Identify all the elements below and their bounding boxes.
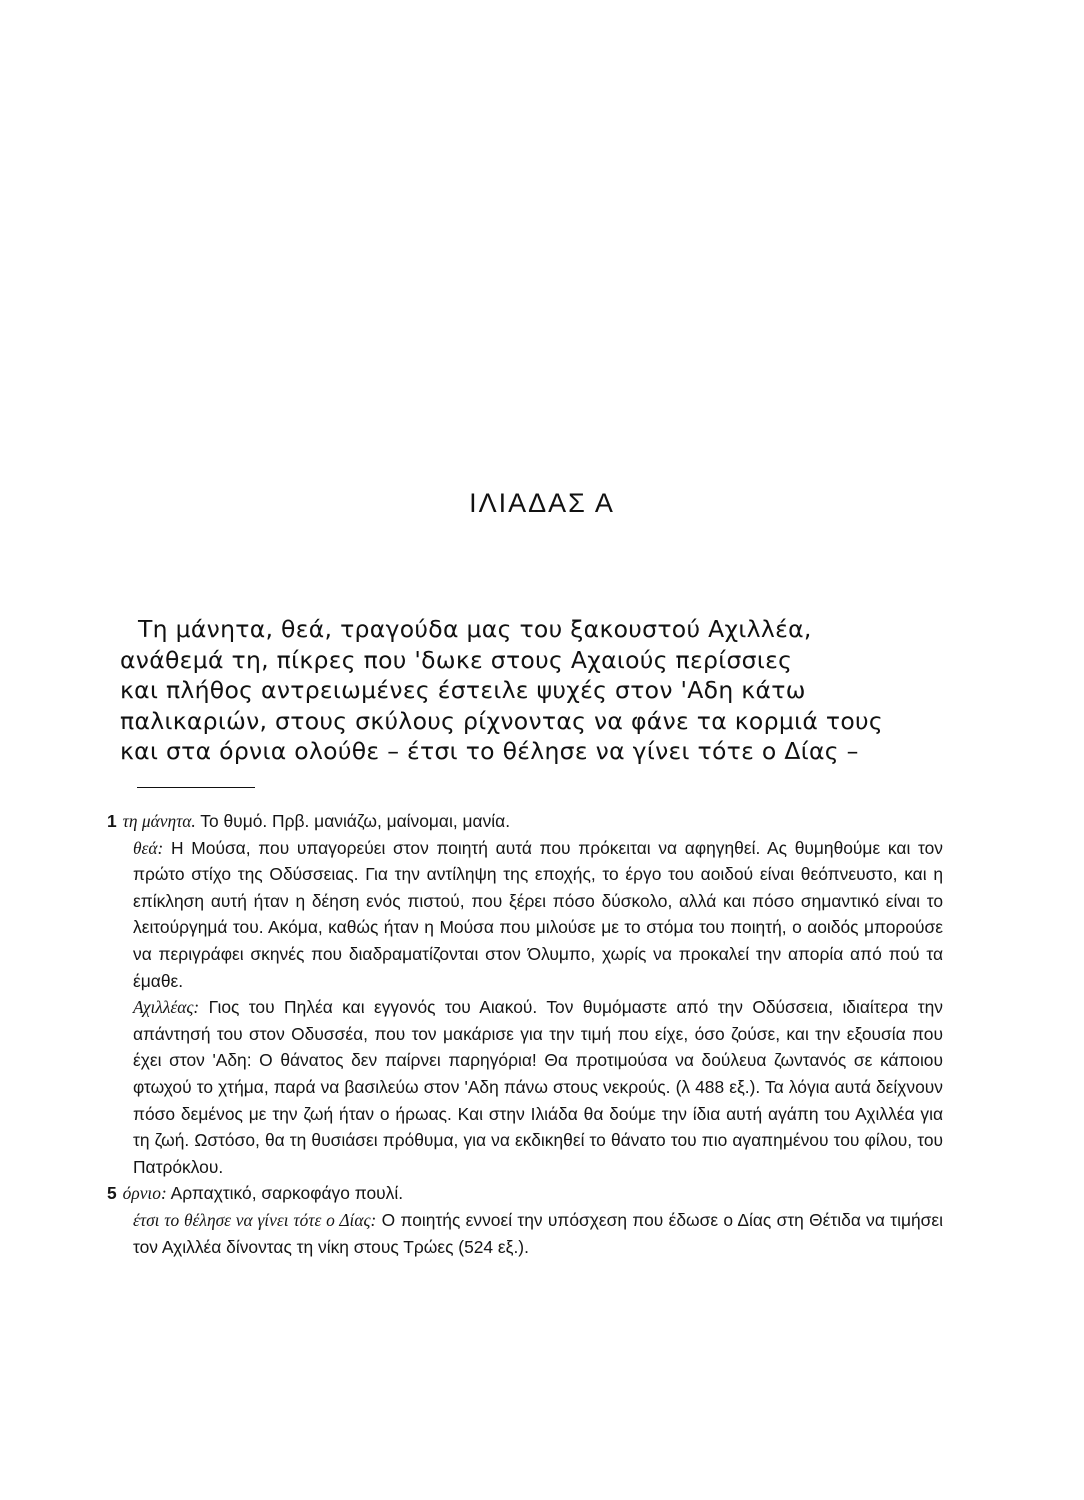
footnote-text: Ο ποιητής εννοεί την υπόσχεση που έδωσε ο Δίας στη Θέτιδα να τιμήσει τον Αχιλλέα δίνοντας τη νίκη στους Τρώες (524 εξ.). xyxy=(133,1209,943,1257)
footnote-number: 5 xyxy=(107,1183,117,1204)
poem-lines xyxy=(120,614,950,767)
footnote-number: 1 xyxy=(107,811,117,831)
footnote-term: θεά: xyxy=(133,837,164,858)
footnote-achilleas xyxy=(107,994,943,1180)
footnotes xyxy=(107,808,943,1260)
footnote-text: Αρπαχτικό, σαρκοφάγο πουλί. xyxy=(166,1183,404,1204)
footnote-divider xyxy=(137,787,255,788)
footnote-term: όρνιο: xyxy=(122,1183,167,1204)
footnote-1 xyxy=(107,808,943,835)
poem-line: και στα όρνια ολούθε – έτσι το θέλησε να γίνει τότε ο Δίας – xyxy=(120,737,859,765)
footnote-text: Η Μούσα, που υπαγορεύει στον ποιητή αυτά που πρόκειται να αφηγηθεί. Ας θυμηθούμε και τον πρώτο στίχο της Οδύσσειας. Για την αντίληψη της εποχής, το έργο του αοιδού είναι θεόπνευστο, και η επίκληση αυτή ήταν η δέηση ενός πιστού, που ξέρει πόσο δύσκολο, αλλά και πόσο σημαντικό είναι το λειτούργημά του. Ακόμα, καθώς ήταν η Μούσα που μιλούσε με το στόμα του ποιητή, ο αοιδός μπορούσε να περιγράφει σκηνές που διαδραματίζονται στον Όλυμπο, χωρίς να προκαλεί την απορία από πού τα έμαθε. xyxy=(133,837,943,991)
footnote-term: Αχιλλέας: xyxy=(133,997,200,1018)
footnote-text: Το θυμό. Πρβ. μανιάζω, μαίνομαι, μανία. xyxy=(195,811,511,831)
footnote-thea xyxy=(107,835,943,995)
poem-line: ανάθεμά τη, πίκρες που 'δωκε στους Αχαιούς περίσσιες xyxy=(120,645,793,674)
poem-line: και πλήθος αντρειωμένες έστειλε ψυχές στον 'Αδη κάτω xyxy=(120,676,806,704)
footnote-term: έτσι το θέλησε να γίνει τότε ο Δίας: xyxy=(133,1209,377,1230)
poem-line: Τη μάνητα, θεά, τραγούδα μας του ξακουστού Αχιλλέα, xyxy=(138,615,812,643)
footnote-5 xyxy=(107,1180,943,1207)
footnote-etsi xyxy=(107,1207,943,1260)
footnote-term: τη μάνητα. xyxy=(122,811,196,831)
page-title: ΙΛΙΑΔΑΣ Α xyxy=(469,488,615,518)
poem-line: παλικαριών, στους σκύλους ρίχνοντας να φάνε τα κορμιά τους xyxy=(120,706,884,735)
footnote-text: Γιος του Πηλέα και εγγονός του Αιακού. Τον θυμόμαστε από την Οδύσσεια, ιδιαίτερα την απάντησή του στον Οδυσσέα, που τον μακάρισε για την τιμή που είχε, όσο ζούσε, και την εξουσία που έχει στον 'Αδη: Ο θάνατος δεν παίρνει παρηγόρια! Θα προτιμούσα να δούλευα ζωντανός σε κάποιου φτωχού το χτήμα, παρά να βασιλεύω στον 'Αδη πάνω στους νεκρούς. (λ 488 εξ.). Τα λόγια αυτά δείχνουν πόσο δεμένος με την ζωή ήταν ο ήρωας. Και στην Ιλιάδα θα δούμε την ίδια αυτή αγάπη του Αχιλλέα για τη ζωή. Ωστόσο, θα τη θυσιάσει πρόθυμα, για να εκδικηθεί το θάνατο του πιο αγαπημένου του φίλου, του Πατρόκλου. xyxy=(133,997,943,1177)
